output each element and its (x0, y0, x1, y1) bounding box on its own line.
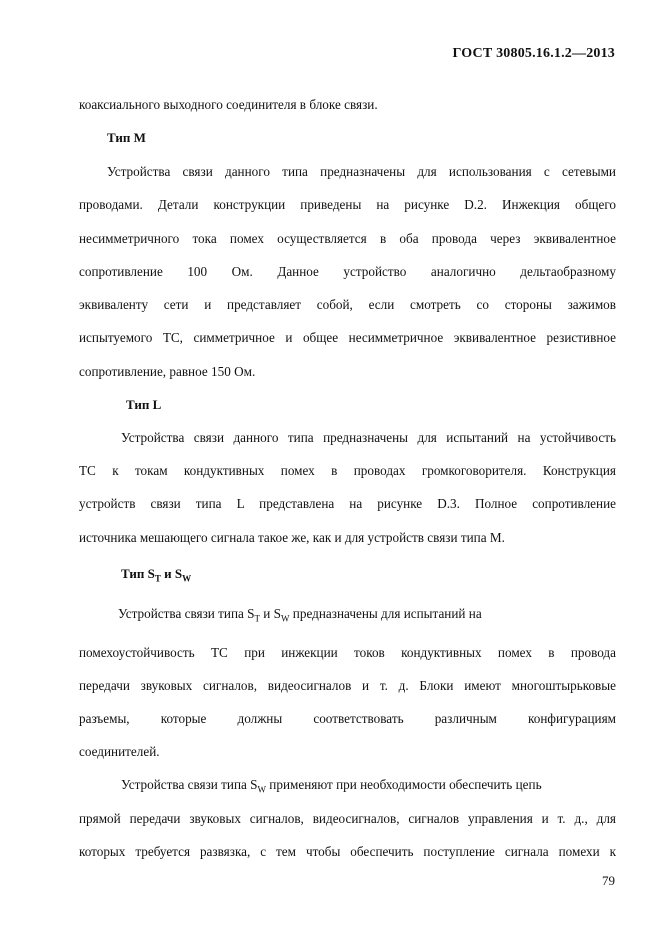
text-fragment: Устройства связи типа S (118, 606, 255, 621)
heading-text: и S (160, 566, 183, 581)
text-line: несимметричного тока помех осуществляется в оба провода через эквивалентное (79, 231, 616, 246)
text-line: прямой передачи звуковых сигналов, видеосигналов, сигналов управления и т. д., для (79, 811, 616, 826)
text-line: источника мешающего сигнала такое же, как и для устройств связи типа М. (79, 530, 505, 545)
text-line: соединителей. (79, 744, 160, 759)
text-fragment: предназначены для испытаний на (289, 606, 482, 621)
subscript-w: W (281, 613, 290, 624)
heading-type-m: Тип М (107, 130, 146, 145)
text-line: Устройства связи данного типа предназначены для использования с сетевыми (107, 164, 616, 179)
text-line: помехоустойчивость ТС при инжекции токов кондуктивных помех в провода (79, 645, 616, 660)
subscript-w: W (182, 573, 192, 584)
text-line: сопротивление 100 Ом. Данное устройство аналогично дельтаобразному (79, 264, 616, 279)
standard-header: ГОСТ 30805.16.1.2—2013 (452, 46, 615, 61)
text-line (121, 777, 616, 798)
heading-text: Тип S (121, 566, 155, 581)
text-line: коаксиального выходного соединителя в блоке связи. (79, 97, 378, 112)
subscript-t: T (254, 613, 260, 624)
text-line: Устройства связи данного типа предназначены для испытаний на устойчивость (121, 430, 616, 445)
text-line (118, 606, 616, 627)
text-line: эквиваленту сети и представляет собой, если смотреть со стороны зажимов (79, 297, 616, 312)
text-line: разъемы, которые должны соответствовать различным конфигурациям (79, 711, 616, 726)
text-fragment: и S (260, 606, 281, 621)
text-line: которых требуется развязка, с тем чтобы обеспечить поступление сигнала помехи к (79, 844, 616, 859)
text-line: испытуемого ТС, симметричное и общее несимметричное эквивалентное резистивное (79, 330, 616, 345)
text-line: передачи звуковых сигналов, видеосигналов и т. д. Блоки имеют многоштырьковые (79, 678, 616, 693)
text-line: устройств связи типа L представлена на рисунке D.3. Полное сопротивление (79, 496, 616, 511)
page-number: 79 (602, 873, 615, 888)
subscript-w: W (257, 784, 266, 795)
text-fragment: Устройства связи типа S (121, 777, 258, 792)
text-fragment: применяют при необходимости обеспечить цепь (266, 777, 542, 792)
subscript-t: T (154, 573, 161, 584)
text-line: ТС к токам кондуктивных помех в проводах громкоговорителя. Конструкция (79, 463, 616, 478)
text-line: проводами. Детали конструкции приведены на рисунке D.2. Инжекция общего (79, 197, 616, 212)
text-line: сопротивление, равное 150 Ом. (79, 364, 256, 379)
heading-type-st-sw (121, 566, 191, 587)
heading-type-l: Тип L (126, 397, 162, 412)
